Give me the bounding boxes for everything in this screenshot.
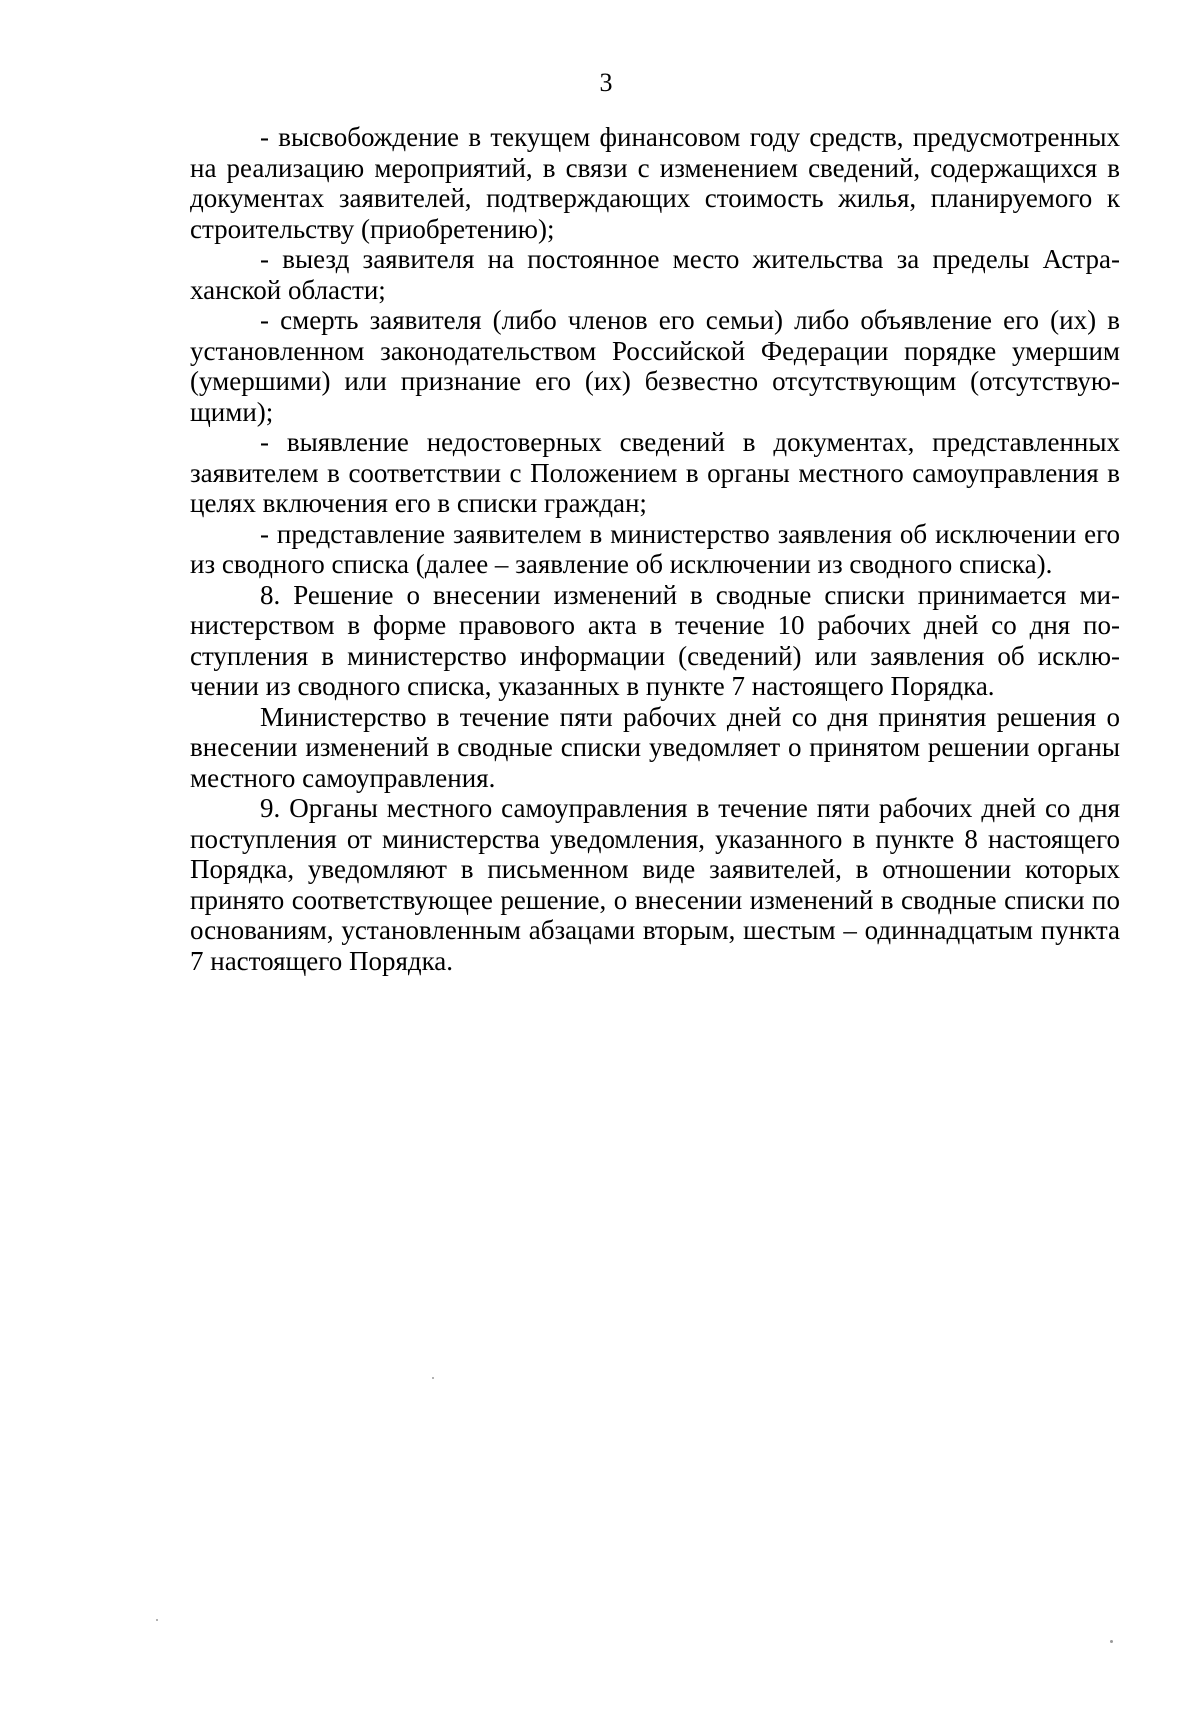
paragraph-applicant-departure: - выезд заявителя на постоянное место жительства за пределы Астраханской области; — [190, 244, 1120, 305]
paragraph-item-9: 9. Органы местного самоуправления в течение пяти рабочих дней со дня поступления от министерства уведомления, указанного в пункте 8 настоящего Порядка, уведомляют в письменном виде заявителей, в отношении которых принято соответствующее решение, о внесении изменений в сводные списки по основаниям, установленным абзацами вторым, шестым – одиннадцатым пункта 7 настоящего Порядка. — [190, 793, 1120, 976]
paragraph-item-8: 8. Решение о внесении изменений в сводные списки принимается министерством в форме правового акта в течение 10 рабочих дней со дня поступления в министерство информации (сведений) или заявления об исключении из сводного списка, указанных в пункте 7 настоящего Порядка. — [190, 579, 1120, 701]
scan-speck — [432, 1377, 434, 1379]
paragraph-ministry-notice: Министерство в течение пяти рабочих дней со дня принятия решения о внесении изменений в сводные списки уведомляет о принятом решении органы местного самоуправления. — [190, 701, 1120, 793]
paragraph-false-information: - выявление недостоверных сведений в документах, представленных заявителем в соответствии с Положением в органы местного самоуправления в целях включения его в списки граждан; — [190, 427, 1120, 518]
scan-speck — [1110, 1640, 1113, 1643]
page-number: 3 — [599, 68, 613, 97]
paragraph-applicant-death: - смерть заявителя (либо членов его семьи) либо объявление его (их) в установленном законодательством Российской Федерации порядке умершим (умершими) или признание его (их) безвестно отсутствующим (отсутствующими); — [190, 305, 1120, 427]
scan-speck — [156, 1619, 158, 1621]
document-body — [190, 122, 1120, 976]
paragraph-funds-release: - высвобождение в текущем финансовом году средств, предусмотренных на реализацию мероприятий, в связи с изменением сведений, содержащихся в документах заявителей, подтверждающих стоимость жилья, планируемого к строительству (приобретению); — [190, 122, 1120, 244]
paragraph-exclusion-request: - представление заявителем в министерство заявления об исключении его из сводного списка (далее – заявление об исключении из сводного списка). — [190, 518, 1120, 579]
